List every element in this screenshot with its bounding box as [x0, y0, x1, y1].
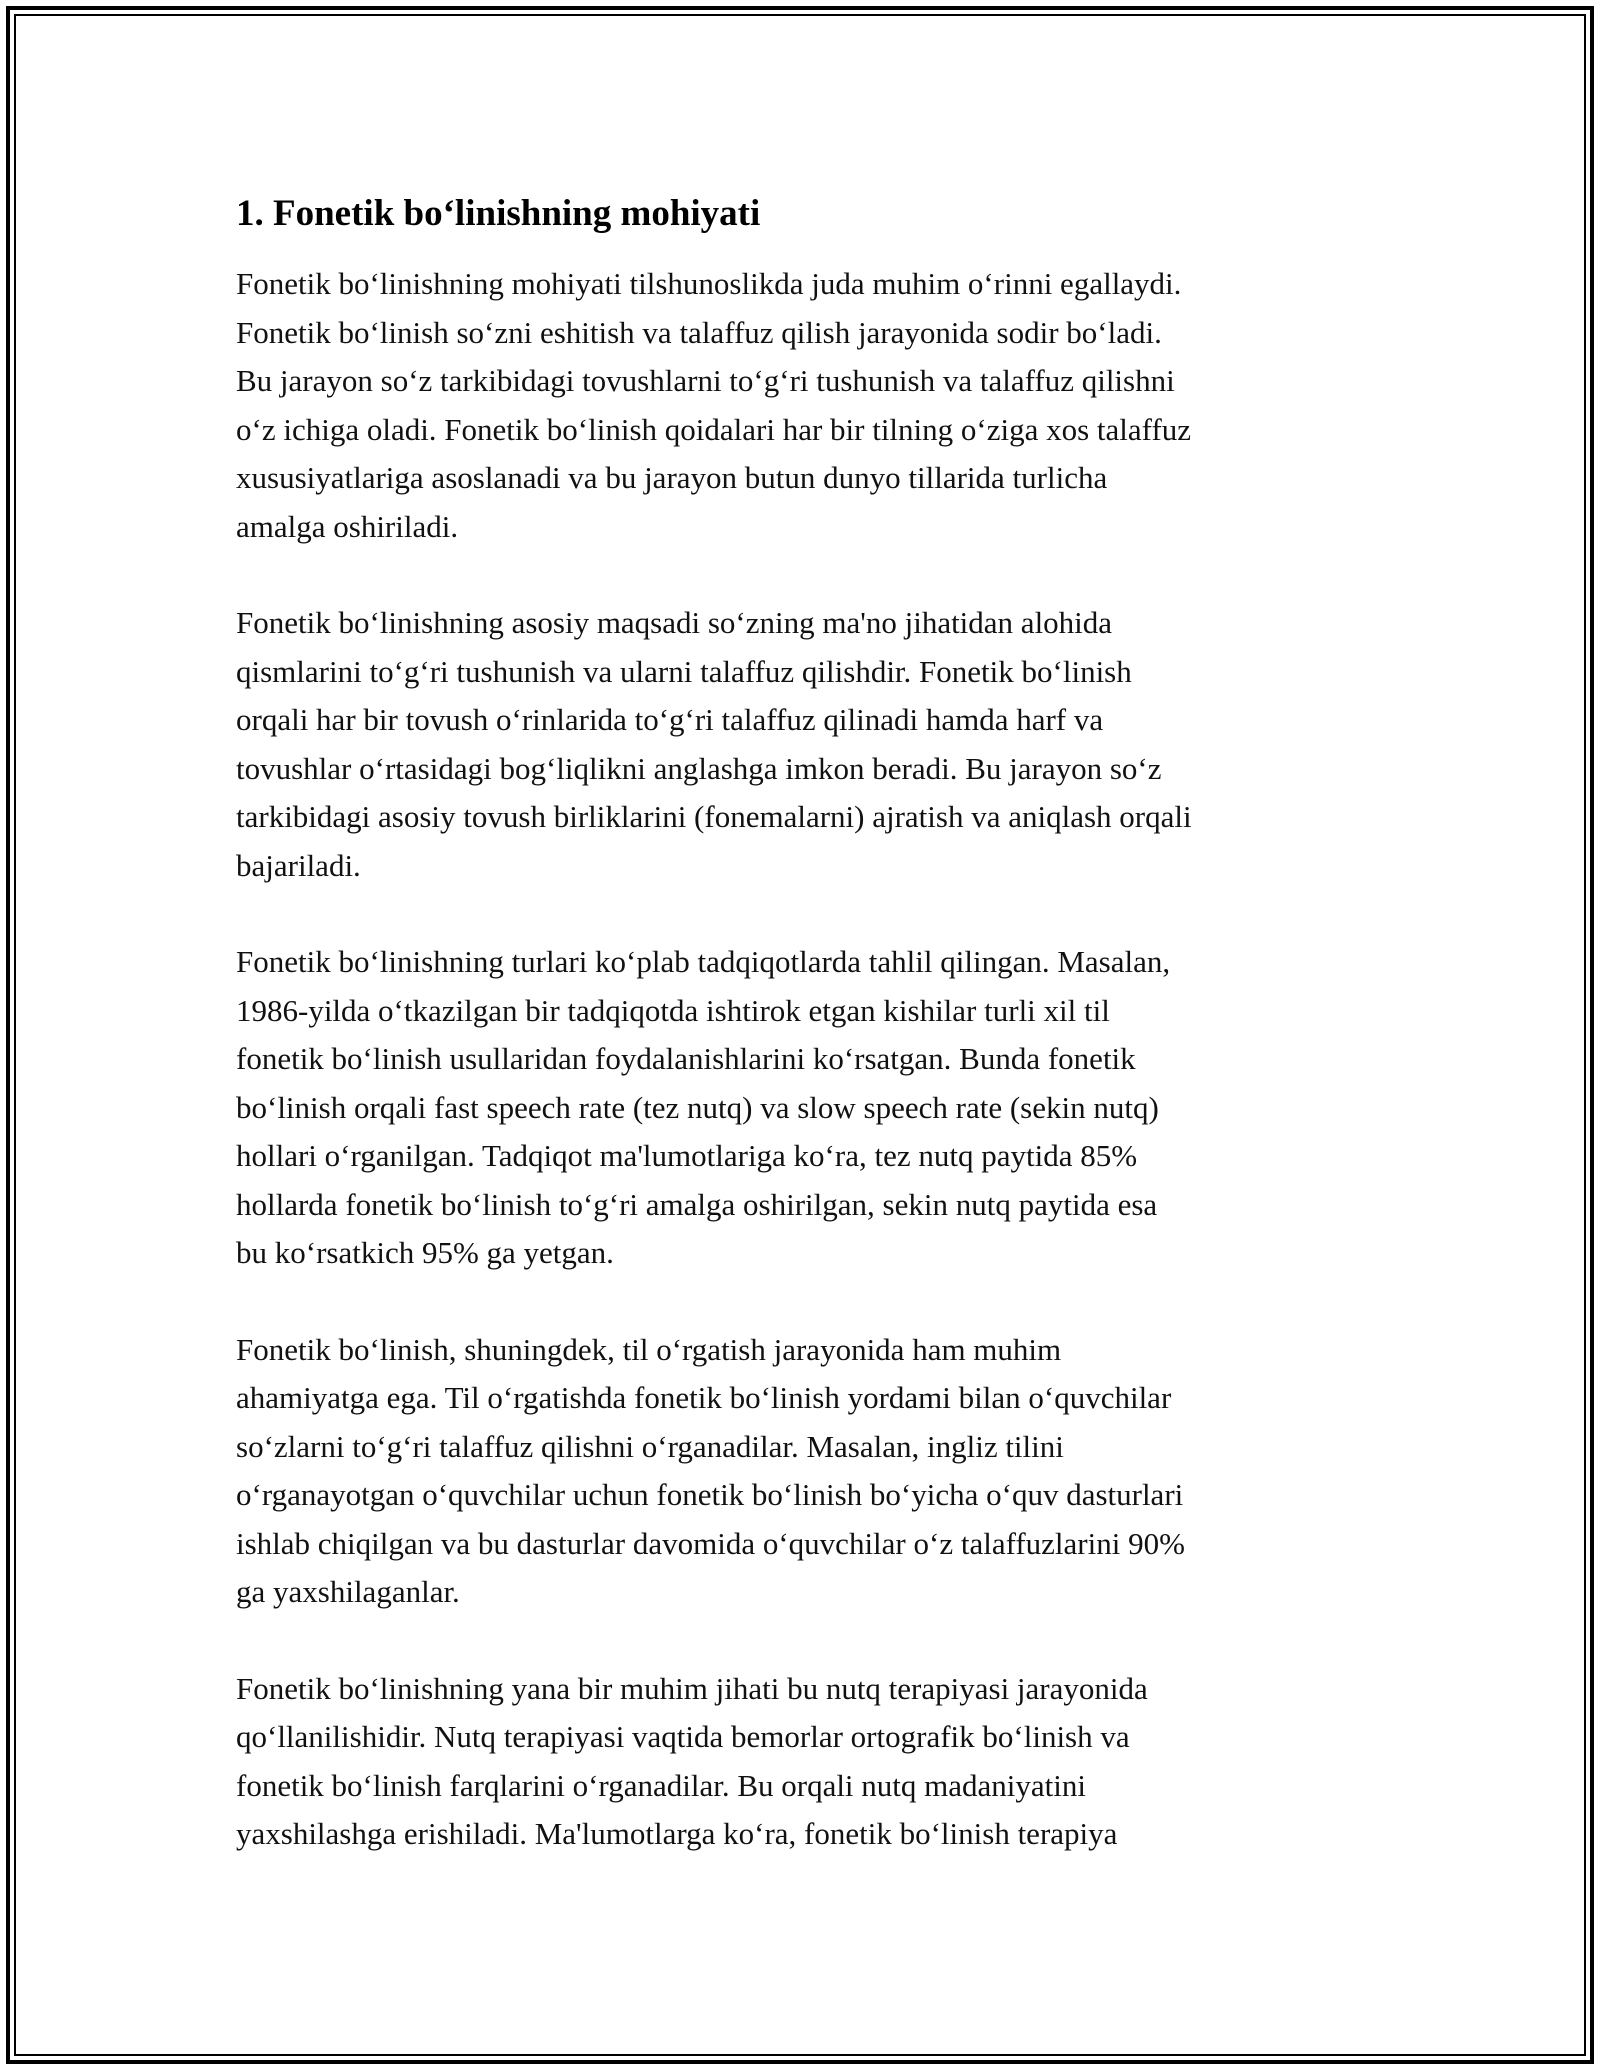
text-line: amalga oshiriladi.	[236, 508, 459, 544]
paragraph-1	[236, 260, 1406, 551]
text-line: fonetik bo‘linish usullaridan foydalanishlarini ko‘rsatgan. Bunda fonetik	[236, 1041, 1136, 1076]
paragraph-2	[236, 599, 1406, 890]
text-line: tovushlar o‘rtasidagi bog‘liqlikni anglashga imkon beradi. Bu jarayon so‘z	[236, 750, 1162, 786]
text-line: bajariladi.	[236, 847, 361, 883]
text-line: 1986-yilda o‘tkazilgan bir tadqiqotda ishtirok etgan kishilar turli xil til	[236, 992, 1110, 1028]
text-line: ga yaxshilaganlar.	[236, 1574, 460, 1609]
text-line: ahamiyatga ega. Til o‘rgatishda fonetik bo‘linish yordami bilan o‘quvchilar	[236, 1380, 1172, 1415]
section-heading: 1. Fonetik bo‘linishning mohiyati	[236, 193, 761, 234]
paragraph-4	[236, 1326, 1406, 1617]
paragraph-3	[236, 938, 1406, 1278]
text-line: bo‘linish orqali fast speech rate (tez nutq) va slow speech rate (sekin nutq)	[236, 1089, 1159, 1125]
paragraph-5	[236, 1665, 1406, 1859]
text-line: o‘z ichiga oladi. Fonetik bo‘linish qoidalari har bir tilning o‘ziga xos talaffuz	[236, 411, 1192, 447]
text-line: Fonetik bo‘linish, shuningdek, til o‘rgatish jarayonida ham muhim	[236, 1331, 1062, 1367]
text-line: Fonetik bo‘linishning asosiy maqsadi so‘zning ma'no jihatidan alohida	[236, 605, 1113, 640]
text-line: qismlarini to‘g‘ri tushunish va ularni talaffuz qilishdir. Fonetik bo‘linish	[236, 653, 1132, 689]
text-line: Bu jarayon so‘z tarkibidagi tovushlarni to‘g‘ri tushunish va talaffuz qilishni	[236, 363, 1175, 398]
text-line: Fonetik bo‘linishning mohiyati tilshunoslikda juda muhim o‘rinni egallaydi.	[236, 266, 1182, 301]
text-line: fonetik bo‘linish farqlarini o‘rganadilar. Bu orqali nutq madaniyatini	[236, 1767, 1087, 1803]
text-line: ishlab chiqilgan va bu dasturlar davomida o‘quvchilar o‘z talaffuzlarini 90%	[236, 1525, 1185, 1561]
text-line: Fonetik bo‘linishning yana bir muhim jihati bu nutq terapiyasi jarayonida	[236, 1670, 1148, 1706]
text-line: so‘zlarni to‘g‘ri talaffuz qilishni o‘rganadilar. Masalan, ingliz tilini	[236, 1428, 1064, 1464]
text-line: bu ko‘rsatkich 95% ga yetgan.	[236, 1235, 614, 1270]
document-body	[236, 190, 1406, 1907]
text-line: yaxshilashga erishiladi. Ma'lumotlarga ko‘ra, fonetik bo‘linish terapiya	[236, 1816, 1118, 1851]
text-line: hollari o‘rganilgan. Tadqiqot ma'lumotlariga ko‘ra, tez nutq paytida 85%	[236, 1138, 1138, 1173]
text-line: xususiyatlariga asoslanadi va bu jarayon butun dunyo tillarida turlicha	[236, 460, 1108, 495]
text-line: qo‘llanilishidir. Nutq terapiyasi vaqtida bemorlar ortografik bo‘linish va	[236, 1719, 1130, 1754]
text-line: orqali har bir tovush o‘rinlarida to‘g‘ri talaffuz qilinadi hamda harf va	[236, 702, 1104, 737]
text-line: hollarda fonetik bo‘linish to‘g‘ri amalga oshirilgan, sekin nutq paytida esa	[236, 1186, 1158, 1222]
text-line: Fonetik bo‘linishning turlari ko‘plab tadqiqotlarda tahlil qilingan. Masalan,	[236, 944, 1171, 979]
text-line: tarkibidagi asosiy tovush birliklarini (fonemalarni) ajratish va aniqlash orqali	[236, 799, 1192, 834]
text-line: o‘rganayotgan o‘quvchilar uchun fonetik bo‘linish bo‘yicha o‘quv dasturlari	[236, 1477, 1184, 1512]
text-line: Fonetik bo‘linish so‘zni eshitish va talaffuz qilish jarayonida sodir bo‘ladi.	[236, 314, 1162, 350]
